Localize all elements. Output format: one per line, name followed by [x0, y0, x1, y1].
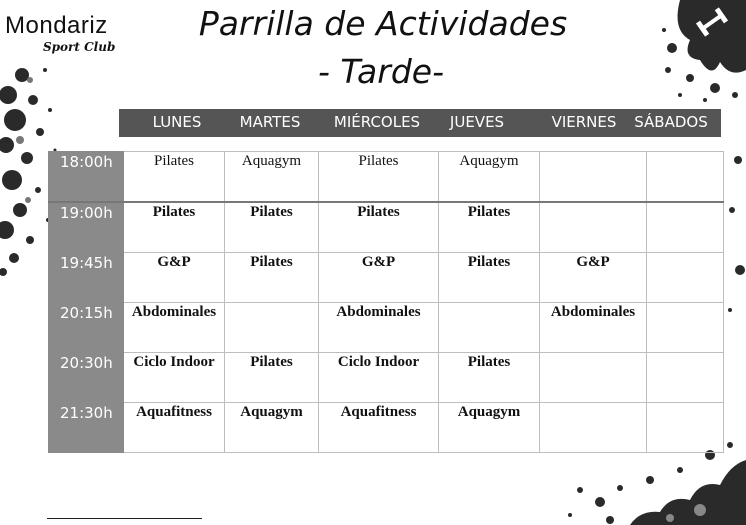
time-slot: 19:00h	[49, 202, 124, 253]
activity-cell: Aquagym	[439, 152, 540, 203]
day-header-martes: MARTES	[239, 113, 301, 131]
activity-cell: G&P	[124, 253, 225, 303]
logo-main-text: Mondariz	[5, 12, 108, 39]
activity-cell	[540, 403, 647, 453]
activity-cell	[540, 152, 647, 203]
activity-cell	[647, 403, 724, 453]
activity-cell: Pilates	[319, 152, 439, 203]
activity-cell: Pilates	[124, 202, 225, 253]
activity-cell	[439, 303, 540, 353]
page-title: Parrilla de Actividades	[198, 4, 568, 43]
activity-cell	[647, 253, 724, 303]
activity-cell: Aquagym	[439, 403, 540, 453]
activity-cell: Pilates	[225, 202, 319, 253]
activity-cell: Pilates	[439, 253, 540, 303]
activity-cell	[647, 353, 724, 403]
activity-cell: Aquagym	[225, 152, 319, 203]
day-header-viernes: VIERNES	[551, 113, 617, 131]
table-row	[49, 403, 724, 453]
table-row	[49, 353, 724, 403]
activity-cell: Ciclo Indoor	[124, 353, 225, 403]
activity-cell: Pilates	[439, 353, 540, 403]
activity-cell: Abdominales	[124, 303, 225, 353]
activity-cell: Pilates	[225, 253, 319, 303]
activity-cell	[647, 152, 724, 203]
table-row	[49, 253, 724, 303]
time-slot: 20:30h	[49, 353, 124, 403]
time-slot: 20:15h	[49, 303, 124, 353]
time-slot: 18:00h	[49, 152, 124, 203]
activity-cell: Pilates	[319, 202, 439, 253]
table-row	[49, 152, 724, 203]
day-header-lunes: LUNES	[152, 113, 202, 131]
table-row	[49, 202, 724, 253]
page-subtitle: - Tarde-	[317, 52, 445, 91]
activity-cell	[647, 303, 724, 353]
paint-splatter-right	[722, 130, 746, 330]
activity-cell: Ciclo Indoor	[319, 353, 439, 403]
activity-cell: G&P	[319, 253, 439, 303]
activity-cell	[540, 202, 647, 253]
activity-cell: Abdominales	[319, 303, 439, 353]
activity-cell: Aquafitness	[319, 403, 439, 453]
day-header-sabados: SÁBADOS	[634, 113, 708, 131]
time-slot: 21:30h	[49, 403, 124, 453]
activity-cell: Pilates	[439, 202, 540, 253]
day-header-jueves: JUEVES	[449, 113, 505, 131]
schedule-table	[48, 151, 724, 453]
table-row	[49, 303, 724, 353]
activity-cell: Aquafitness	[124, 403, 225, 453]
logo-sub-text: Sport Club	[43, 40, 116, 54]
activity-cell: Aquagym	[225, 403, 319, 453]
activity-cell	[647, 202, 724, 253]
activity-cell	[540, 353, 647, 403]
footer-rule	[47, 518, 202, 519]
day-header-miercoles: MIÉRCOLES	[333, 113, 421, 131]
activity-cell: G&P	[540, 253, 647, 303]
activity-cell: Pilates	[225, 353, 319, 403]
day-header-bar	[119, 109, 721, 137]
activity-cell: Abdominales	[540, 303, 647, 353]
time-slot: 19:45h	[49, 253, 124, 303]
activity-cell	[225, 303, 319, 353]
activity-cell: Pilates	[124, 152, 225, 203]
